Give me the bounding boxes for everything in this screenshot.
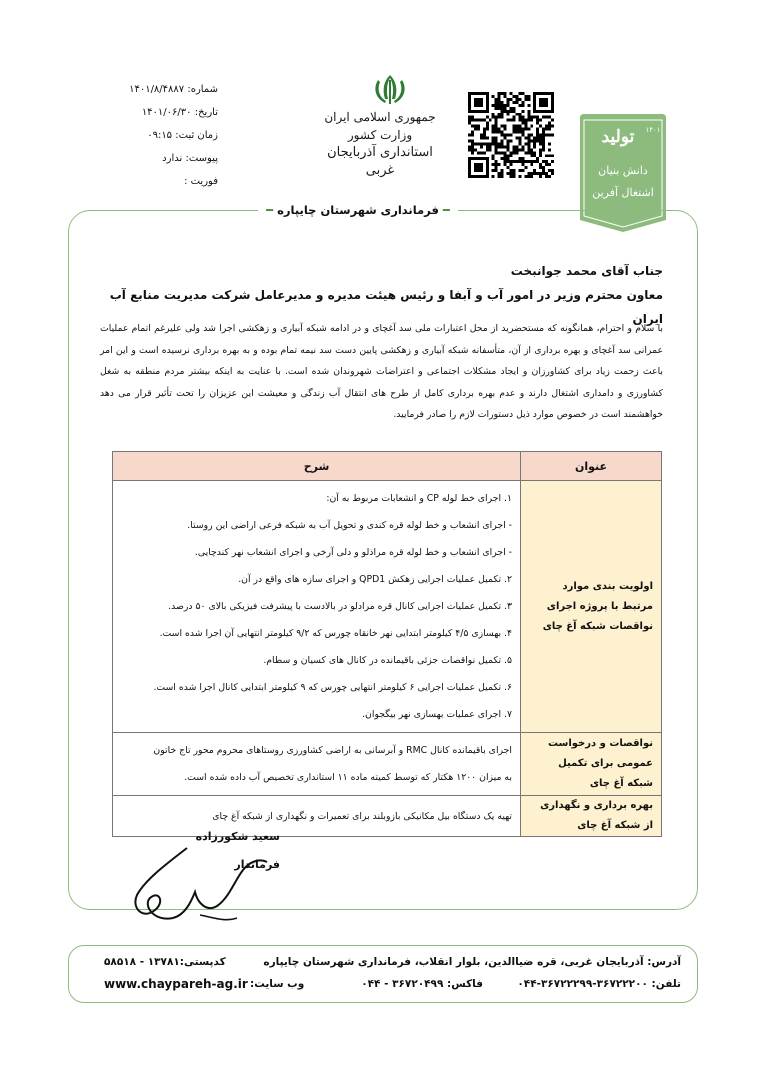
letter-time: زمان ثبت: ۰۹:۱۵ [147,130,218,141]
row-description [113,481,521,733]
badge-title: تولید [601,127,635,147]
letter-body: با سلام و احترام، همانگونه که مستحضرید از محل اعتبارات ملی سد آغچای و در ادامه شبکه آبیاری و زهکشی اجرا شد ولی علیرغم اتمام عملیات عمرانی سد آغچای و بهره برداری از آن، متأسفانه شبکه آبیاری و زهکشی پایین دست سد نیمه تمام بوده و به بهره برداری نرسیده است و این امر باعث زحمت زیاد برای کشاورزان و ایجاد مشکلات اجتماعی و اعتراضات شهروندان شده است. با عنایت به اینکه بیشتر مردم منطقه به شغل کشاورزی و دامداری اشتغال دارند و عدم بهره برداری کامل از طرح های انتقال آب زندگی و معیشت این عزیزان را تحت تأثیر قرار می دهد خواهشمند است در خصوص موارد ذیل دستورات لازم را صادر فرمایید. [100,323,663,420]
signer-title: فرماندار [234,858,280,871]
iran-emblem-icon [365,72,415,108]
addressee-name: جناب آقای محمد جوانبخت [510,264,663,278]
signer-name: سعید شکورزاده [195,830,280,843]
column-header-topic: عنوان [521,452,662,481]
ministry-line-3: استانداری آذربایجان غربی [327,145,433,178]
description-line: ۳. تکمیل عملیات اجرایی کانال قره مرادلو در بالادست با پیشرفت فیزیکی بالای ۵۰ درصد. [168,601,512,612]
footer-fax: فاکس: ۳۶۷۲۰۴۹۹ - ۰۴۴ [361,978,483,990]
description-line: اجرای باقیمانده کانال RMC و آبرسانی به اراضی کشاورزی روستاهای محروم محور تاج خاتون [153,745,512,756]
column-header-description: شرح [113,452,521,481]
description-line: ۴. بهسازی ۴/۵ کیلومتر ابتدایی نهر خانقاه چورس که ۹/۲ کیلومتر انتهایی آن اجرا شده است. [159,628,512,639]
office-title: ━ فرمانداری شهرستان چایپاره ━ [258,200,458,220]
description-line: ۶. تکمیل عملیات اجرایی ۶ کیلومتر انتهایی چورس که ۹ کیلومتر ابتدایی کانال اجرا شده است. [153,682,512,693]
letter-date: تاریخ: ۱۴۰۱/۰۶/۳۰ [141,107,218,118]
row-description [113,796,521,837]
ministry-line-2: وزارت کشور [347,128,413,142]
description-line: تهیه یک دستگاه بیل مکانیکی بازوبلند برای تعمیرات و نگهداری از شبکه آغ چای [212,810,512,822]
badge-line-3: اشتغال آفرین [592,186,654,199]
qr-code [468,92,554,178]
badge-year: ۱۴۰۱ [645,126,661,134]
description-line: - اجرای انشعاب و خط لوله قره کندی و تحویل آب به شبکه فرعی اراضی این روستا. [187,520,512,531]
row-description [113,733,521,796]
handwritten-signature [125,840,285,930]
row-topic: اولویت بندی موارد مرتبط با پروژه اجرای نواقصات شبکه آغ چای [521,481,662,733]
description-line: به میزان ۱۲۰۰ هکتار که توسط کمیته ماده ۱۱ استانداری تخصیص آب داده شده است. [184,772,512,783]
letter-attachment: پیوست: ندارد [162,153,218,164]
badge-line-2: دانش بنیان [598,164,648,177]
footer-phone: تلفن: ۳۶۷۲۲۲۰۰-۳۶۷۲۲۲۹۹-۰۴۴ [517,978,681,990]
requests-table [112,451,662,837]
description-line: ۲. تکمیل عملیات اجرایی زهکش QPD1 و اجرای سازه های واقع در آن. [238,574,512,585]
footer-address: آدرس: آذربایجان غربی، قره ضیاالدین، بلوار انقلاب، فرمانداری شهرستان چایپاره [263,956,681,968]
footer-website-label: وب سایت: [250,978,305,990]
letter-meta [88,78,218,193]
table-row [113,481,662,733]
footer-postal-code: کدپستی:۱۳۷۸۱ - ۵۸۵۱۸ [104,956,226,968]
table-row [113,733,662,796]
letter-number: شماره: ۱۴۰۱/۸/۴۸۸۷ [129,84,218,95]
row-topic: بهره برداری و نگهداری از شبکه آغ چای [521,796,662,837]
description-line: ۵. تکمیل نواقصات جزئی باقیمانده در کانال های کسیان و سطام. [263,655,512,666]
ministry-heading [320,108,440,180]
footer-website-link[interactable]: www.chaypareh-ag.ir [104,977,248,991]
description-line: ۷. اجرای عملیات بهسازی نهر بیگجوان. [362,709,512,720]
table-header-row [113,452,662,481]
description-line: ۱. اجرای خط لوله CP و انشعابات مربوط به آن: [326,493,512,504]
ministry-line-1: جمهوری اسلامی ایران [324,110,436,124]
letter-urgency: فوریت : [184,176,218,187]
addressee-title: معاون محترم وزیر در امور آب و آبفا و رئیس هیئت مدیره و مدیرعامل شرکت مدیریت منابع آب ایران [109,288,663,326]
row-topic: نواقصات و درخواست عمومی برای تکمیل شبکه آغ چای [521,733,662,796]
description-line: - اجرای انشعاب و خط لوله قره مراذلو و دلی آرخی و اجرای انشعاب نهر کندچایی. [194,547,512,558]
footer-box [68,945,698,1003]
